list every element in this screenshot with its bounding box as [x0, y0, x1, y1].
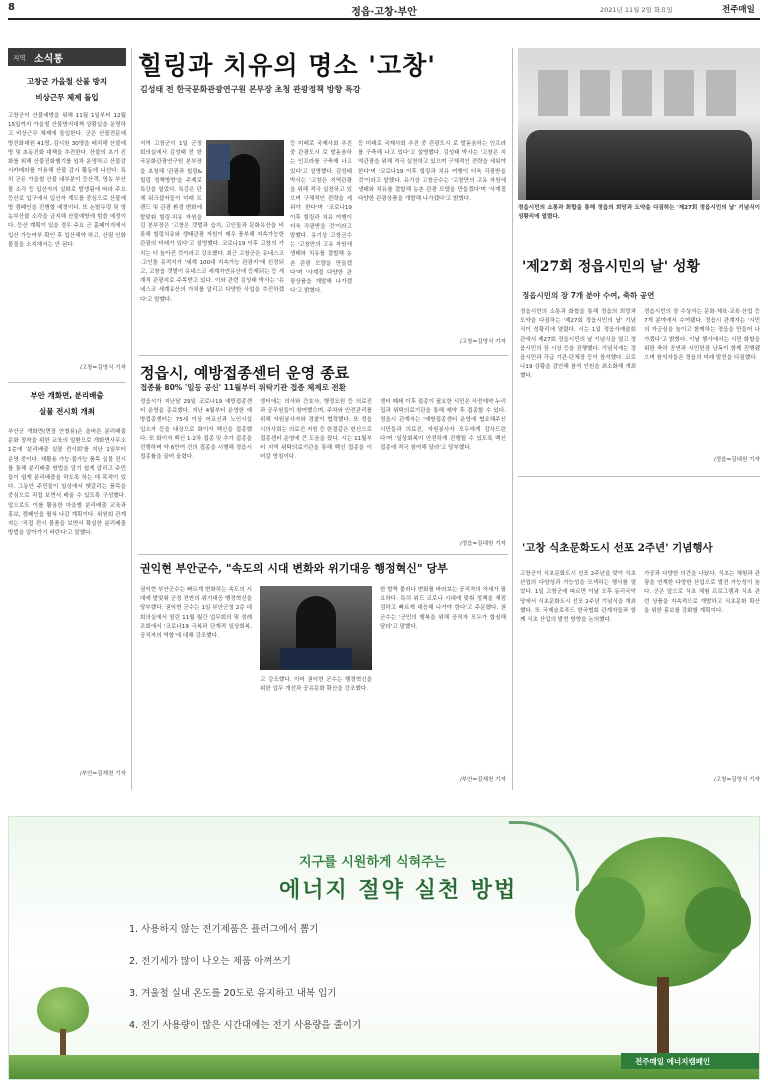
honorees-group	[526, 130, 752, 200]
sidebar-headline-1: 고창군 가을철 산불 방지 비상근무 체제 돌입	[26, 77, 108, 102]
article2-col2: 센터에는 의사와 간호사, 행정요원 등 의료진과 공무원들이 참여했으며, 주차와 안전관리를 위해 자원봉사자와 경찰이 협력했다. 또 정읍시의사회는 의료진 지원 등 한결같은 헌신으로 접종센터 운영에 큰 도움을 줬다. 시는 11월부터 지역 위탁의료기관을 통해 백신 접종을 이어갈 방침이다.	[260, 399, 372, 461]
article1-col2: 김 본부장은 '고창은 갯벌과 습지, 고인돌과 문화유산을 비롯해 힐링치유와 생태관광 자원이 매우 풍부해 지속가능한 관광의 미래가 있다'고 설명했다. 코로나19 이후 고창의 가치는 더 높아진 것이라고 강조했다. 최근 고창군은 유네스코·고인돌 유적지가 '세계 100대 지속가능 관광지'에 선정되고, 고창읍 갯벌이 유네스코 세계자연유산에 등재되는 등 세계적 관광지로 주목받고 있다. 이와 관련 김성태 박사는 '유네스코 세계유산의 가치를 알리고 다양한 사업을 추진하겠다'고 말했다.	[140, 223, 284, 303]
citizens-day-col1: 정읍시민의 소통과 화합을 통해 정읍의 희망과 도약을 다짐하는 '제27회 정읍시민의 날' 기념식이 성황리에 열렸다. 시는 1일 정읍사예술회관에서 제27회 정읍시민의 날 기념식을 열고 정읍시민의 장 시상 등을 진행했다. 기념식에는 정읍시민과 각급 기관·단체장 등이 참석했다. 코로나19 상황을 감안해 참석 인원을 최소화해 개최했다.	[520, 309, 636, 380]
energy-ad	[8, 816, 760, 1080]
sidebar-body-2: 부안군 개화면(면장 안철용)은 올바른 분리배출 문화 정착을 위한 교육의 일환으로 개화면사무소 1층에 '분리배출 실물 전시회'를 지난 1일부터 운영 중이다. 재활용 가능·불가능 품목 실물 전시를 통해 분리배출 방법을 알기 쉽게 알리고 주민들이 쉽게 분리배출을 하도록 하는 데 목적이 있다. 그동안 주민들이 일상에서 헷갈리는 품목을 중심으로 직접 보면서 배울 수 있도록 구성했다. 앞으로도 이를 활용한 마을별 분리배출 교육과 홍보, 캠페인을 펼쳐 나갈 계획이다. 위원회 관계자는 '직접 전시 물품을 보면서 확실한 분리배출 방법을 알아가기 바란다'고 말했다.	[8, 429, 126, 537]
article-citizens-day-subtitle: 정읍시민의 장 7개 분야 수여, 축하 공연	[522, 291, 655, 300]
article3-col1: 권익현 부안군수는 빠르게 변화하는 속도의 시대에 발맞춰 군정 전반의 위기대응 행정혁신을 당부했다. 권익현 군수는 1일 부안군청 2층 대회의실에서 열린 11월 월간 업무회의 및 정례조회에서 '코로나19 극복과 단계적 일상회복, 공직자의 역할'에 대해 강조했다.	[140, 587, 252, 640]
article2-title: 정읍시, 예방접종센터 운영 종료	[140, 364, 350, 382]
article4-byline: /고창=김영식 기자	[713, 777, 760, 783]
citizens-day-col2: 정읍시민의 장 수상자는 문화·체육·교육·산업 등 7개 분야에서 수여됐다. 정읍시 관계자는 '시민의 자긍심을 높이고 함께하는 정읍을 만들어 나가겠다'고 밝혔다. 이날 행사에서는 시민 화합을 위한 축하 공연과 시민헌장 낭독이 함께 진행됐으며 참석자들은 정읍의 미래 발전을 다짐했다.	[644, 309, 760, 362]
sidebar-body-1: 고창군이 산불예방을 위해 11월 1일부터 12월 15일까지 가을철 산불방지대책 상황실을 운영하고 비상근무 체제에 돌입한다. 군은 산불전문예방진화대원 41명, 감시원 30명을 배치해 산불예방 및 초동진화 대책을 추진한다. 산불의 초기 진화를 위해 산불진화헬기를 임차 운영하고 산불감시카메라를 이용해 산불 감시 활동에 나선다. 특히 군은 가을철 산불 대부분이 등산객, 영농 부산물 소각 등 입산자의 실화로 발생됨에 따라 주요 등산로 입구에서 입산자 계도를 중심으로 산불예방 캠페인을 진행할 예정이다. 또 논밭두렁 및 영농부산물 소각을 금지해 산불예방에 힘쓸 예정이다. 등산 계획이 있을 경우 주요 군 홈페이지에서 입산 가능여부 확인 후 입산해야 하고, 산림 인화물질을 소지해서는 안 된다.	[8, 113, 126, 248]
section-title: 정읍·고창·부안	[351, 7, 417, 18]
issue-date: 2021년 11월 2일 화요일	[600, 6, 673, 14]
podium	[280, 648, 352, 670]
sidebar-title: 소식통	[34, 54, 63, 65]
article3-governor-photo	[260, 586, 372, 670]
speaker-screen	[208, 144, 230, 180]
ad-campaign-label: 전주매일 에너지캠페인	[635, 1057, 711, 1066]
ad-tip-4: 4. 전기 사용량이 많은 시간대에는 전기 사용량을 줄이기	[129, 1020, 362, 1031]
article1-speaker-photo	[206, 140, 284, 216]
article3-col3: 한 발짝 물러나 변화를 바라보는 공직자의 자세가 필요하다. 특히 위드 코로나 시대에 맞춰 정책을 재점검하고 빠르게 대응해 나가야 한다'고 주문했다. 권 군수는 '군민의 행복을 위해 공직자 모두가 합심해 달라'고 말했다.	[380, 587, 506, 630]
article1-col3: 등 미래로 국제사회 추진 중 관광도시 로 발돋움하는 인프라를 구축해 나고 있다'고 설명했다. 김성태 박사는 '고창은 지역관광을 위해 적극 실천하고 있으며 구체적인 전략을 세워야 한다'며 '코로나19 이후 힐링과 치유 여행이 더욱 각광받을 것'이라고 말했다. 유기상 고창군수는 '고창만의 고유 자원에 생태와 치유를 결합해 농촌 관광 모델을 만들겠다'며 '사계절 다양한 관광상품을 개발해 나가겠다'고 밝혔다.	[290, 141, 352, 295]
tree-left-icon	[37, 987, 89, 1057]
article1-subtitle: 김성태 전 한국문화관광연구원 본부장 초청 관광정책 방향 특강	[140, 85, 361, 94]
citizens-day-byline: /정읍=김대원 기자	[713, 457, 760, 463]
sidebar-divider	[8, 382, 126, 383]
sidebar-headline-2: 부안 개화면, 분리배출 실물 전시회 개최	[30, 391, 104, 416]
article2-byline: /정읍=김대원 기자	[459, 541, 506, 547]
sidebar-byline-1: /고창=김영식 기자	[79, 365, 126, 371]
banner-3	[622, 70, 652, 116]
banner-1	[538, 70, 568, 116]
brand-name: 전주매일	[722, 5, 755, 15]
speaker-figure	[228, 154, 260, 216]
page-number: 8	[8, 2, 15, 13]
article3-byline: /부안=김재천 기자	[459, 777, 506, 783]
ad-tips-list	[129, 921, 529, 1049]
ad-tip-1: 1. 사용하지 않는 전기제품은 플러그에서 뽑기	[129, 924, 319, 935]
banner-2	[580, 70, 610, 116]
article1-col4: 등 미래로 국제사회 추진 중 관광도시 로 발돋움하는 인프라를 구축해 나고 있다'고 설명했다. 김성태 박사는 '고창은 지역관광을 위해 적극 실천하고 있으며 구체적인 전략을 세워야 한다'며 '코로나19 이후 힐링과 치유 여행이 더욱 각광받을 것'이라고 말했다. 유기상 고창군수는 '고창만의 고유 자원에 생태와 치유를 결합해 농촌 관광 모델을 만들겠다'며 '사계절 다양한 관광상품을 개발해 나가겠다'고 밝혔다.	[358, 141, 506, 203]
article1-bottom-rule	[138, 355, 508, 356]
ad-tip-2: 2. 전기세가 많이 나오는 제품 아껴쓰기	[129, 956, 291, 967]
article2-col1: 정읍시가 지난달 29일 코로나19 예방접종센터 운영을 종료했다. 지난 4월부터 운영한 예방접종센터는 75세 이상 어르신과 노인시설 입소자 등을 대상으로 화이자 백신을 접종했다. 또 화이자 백신 1·2차 접종 및 추가 접종을 진행하며 약 6만여 건의 접종을 시행해 정읍시 접종률을 끌어 올렸다.	[140, 399, 252, 461]
article2-bottom-rule	[138, 554, 508, 555]
page-header	[0, 0, 768, 18]
ad-title: 에너지 절약 실천 방법	[279, 878, 518, 903]
ceremony-photo-caption: 정읍시민의 소통과 화합을 통해 정읍의 희망과 도약을 다짐하는 '제27회 정읍시민의 날' 기념식이 성황리에 열렸다.	[518, 205, 760, 221]
ad-subtitle: 지구를 시원하게 식혀주는	[299, 855, 447, 870]
banner-4	[664, 70, 694, 116]
article1-col1: 지역 고창군이 1일 군청 회의실에서 김성태 전 한국문화관광연구원 본부장을 초청해 '관광과 힐링&힐링 정책방향'을 주제로 특강을 열었다. 특강은 단체 워크샵자들이 미래 트렌드 및 관광 환경 변화에 발맞춰 힐링·치유 자원을	[140, 141, 202, 221]
ad-tip-3: 3. 겨울철 실내 온도를 20도로 유지하고 내복 입기	[129, 988, 337, 999]
article4-col2: 가공과 다양한 의견을 나눴다. 식초는 체험과 관광을 연계한 다양한 산업으로 발전 가능성이 높다. 군은 앞으로 식초 체험 프로그램과 식초 관련 상품을 지속적으로 개발하고 식초문화 확산을 위한 홍보를 강화할 계획이다.	[644, 571, 760, 614]
article4-col1: 고창군이 식초문화도시 선포 2주년을 맞아 식초산업의 다양성과 가능성을 모색하는 행사를 열었다. 1일 고창군에 따르면 이날 오후 동리국악당에서 식초문화도시 선포 2주년 기념식을 개최했다. 또 국제슬로푸드 한국협회 관계자들과 함께 식초 산업의 발전 방향을 논의했다.	[520, 571, 636, 624]
article1-title: 힐링과 치유의 명소 '고창'	[138, 51, 436, 80]
article4-title: '고창 식초문화도시 선포 2주년' 기념행사	[522, 542, 713, 554]
middle-column-rule	[512, 48, 513, 790]
sidebar-byline-2: /부안=김재천 기자	[79, 771, 126, 777]
sidebar-tag: 지역	[13, 54, 26, 62]
header-rule	[8, 18, 760, 20]
tree-right-icon	[575, 837, 751, 1067]
article-citizens-day-title: '제27회 정읍시민의 날' 성황	[522, 259, 700, 275]
article3-col2: 고 강조했다. 이어 권익현 군수는 행정혁신을 위한 업무 개선과 공유문화 확산을 강조했다.	[260, 677, 372, 693]
ceremony-photo	[518, 48, 760, 200]
right-col-rule	[518, 476, 760, 477]
article2-subtitle: 접종률 80% '일등 공신' 11월부터 위탁기관 접종 체제로 전환	[140, 383, 347, 392]
sidebar-header	[8, 48, 126, 66]
sidebar	[8, 48, 126, 790]
article1-byline: /고창=김영식 기자	[459, 339, 506, 345]
ad-campaign-badge	[621, 1053, 760, 1069]
article3-title: 권익현 부안군수, "속도의 시대 변화와 위기대응 행정혁신" 당부	[140, 562, 448, 575]
banner-5	[706, 70, 736, 116]
sidebar-column-rule	[131, 48, 132, 790]
article2-col3: 센터 폐쇄 이후 접종이 필요한 시민은 사전예약 누리집과 위탁의료기관을 통해 예약 후 접종할 수 있다. 정읍시 관계자는 '예방접종센터 운영에 협조해주신 시민들과 의료진, 자원봉사자 모두에게 감사드린다'며 '일상회복이 안전하게 진행될 수 있도록 백신 접종에 적극 참여해 달라'고 당부했다.	[380, 399, 506, 452]
